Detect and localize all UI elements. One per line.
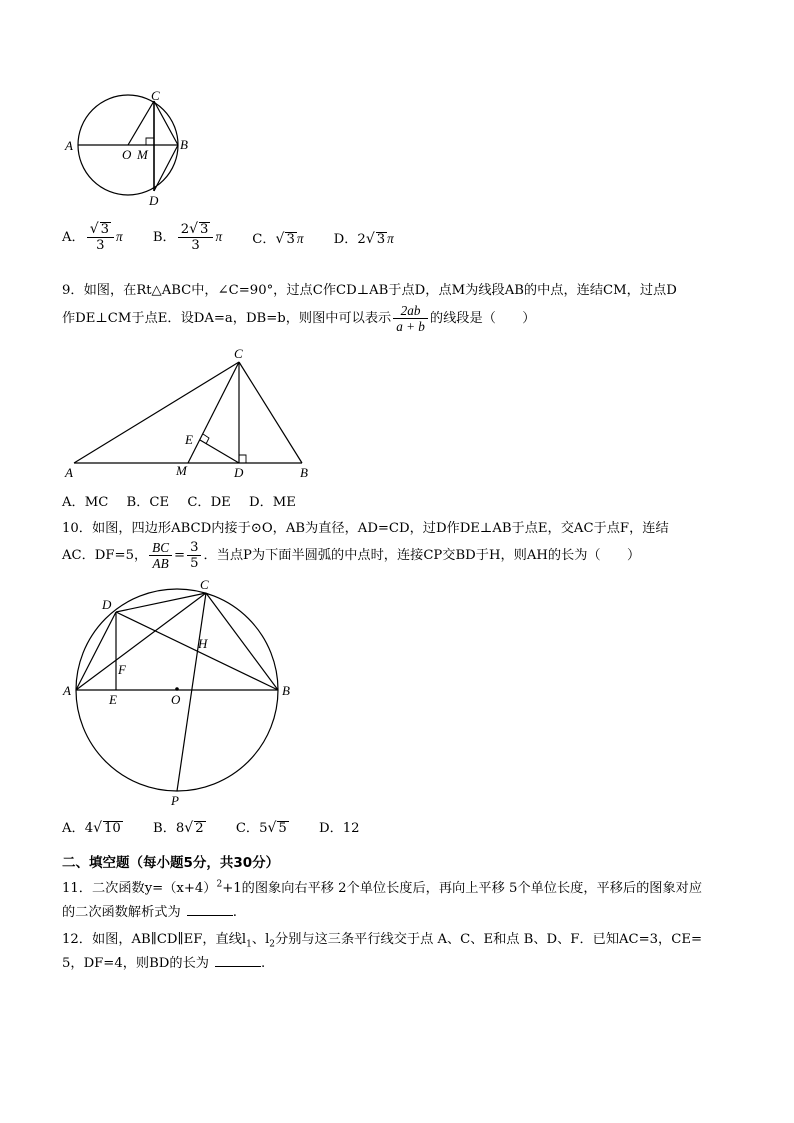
q12-answer-blank[interactable]: [215, 954, 261, 967]
fig10-label-A: A: [63, 683, 71, 698]
q8-option-c: C．√ 3 π: [252, 231, 304, 247]
q11-line-1: 11．二次函数$y=(x+4)^2+1$的图象向右平移 2个单位长度后，再向上平移 5个单位长度，平移后的图象对应: [62, 879, 703, 896]
q10-option-b: B．8√ 2: [153, 820, 204, 836]
q12-line-2: 5，DF=4，则BD的长为 .: [62, 956, 266, 971]
q8-options: [62, 222, 420, 253]
fig8-label-O: O: [122, 147, 132, 162]
q8-option-d: D．2√ 3 π: [333, 231, 394, 247]
fig8-label-C: C: [151, 88, 160, 103]
figure-q9-triangle: [60, 344, 320, 482]
fig10-label-C: C: [200, 577, 209, 592]
q9-option-d: D．ME: [249, 495, 296, 510]
fig10-label-P: P: [171, 793, 179, 808]
fig9-label-D: D: [234, 465, 244, 480]
q12-line-1: 12．如图，AB∥CD∥EF，直线$l_1$、$l_2$分别与这三条平行线交于点 A、C、E和点 B、D、F．已知AC=3，CE=: [62, 932, 703, 950]
q9-option-c: C．DE: [187, 495, 231, 510]
fig10-label-D: D: [102, 597, 112, 612]
figure-q8-circle: [60, 88, 200, 212]
fig9-label-M: M: [176, 463, 187, 478]
fig9-label-E: E: [185, 432, 193, 447]
q9-option-b: B．CE: [126, 495, 170, 510]
fig10-label-E: E: [109, 692, 117, 707]
q9-option-a: A．MC: [62, 495, 109, 510]
section-2-title: 二、填空题（每小题5分，共30分）: [62, 855, 280, 871]
q8-option-b: B． $\frac{2√ 3}{3}$ π: [152, 221, 223, 253]
q9-line-2: 作DE⊥CM于点E．设DA=a，DB=b，则图中可以表示 $\frac{2ab}{a + b}$ 的线段是（ ）: [62, 303, 536, 334]
q10-option-c: C．5√ 5: [235, 820, 287, 836]
fig10-label-B: B: [282, 683, 290, 698]
fig8-label-A: A: [65, 138, 73, 153]
fig8-label-M: M: [137, 147, 148, 162]
q9-line-1: 9．如图，在Rt△ABC中，∠C=90°，过点C作CD⊥AB于点D，点M为线段AB的中点，连结CM，过点D: [62, 283, 677, 298]
fig9-label-C: C: [234, 346, 243, 361]
q10-line-2: AC．DF=5， $\frac{BC}{AB}$ = $\frac{3}{5}$ ．当点P为下面半圆弧的中点时，连接CP交BD于H，则AH的长为（ ）: [62, 540, 641, 571]
q10-option-a: A．4√ 10: [62, 820, 121, 836]
fig10-label-O: O: [171, 692, 181, 707]
q11-line-2: 的二次函数解析式为 .: [62, 905, 237, 920]
q10-options: [62, 817, 386, 836]
q10-line-1: 10．如图，四边形ABCD内接于⊙O，AB为直径，AD=CD，过D作DE⊥AB于点E，交AC于点F，连结: [62, 521, 669, 536]
figure-q10-circle: [60, 576, 300, 810]
fig10-label-F: F: [118, 662, 126, 677]
q11-answer-blank[interactable]: [187, 903, 233, 916]
q8-option-a: A． $\frac{√ 3}{3}$ π: [62, 221, 123, 253]
fig10-label-H: H: [198, 636, 208, 651]
fig9-label-A: A: [65, 465, 73, 480]
q9-options: [62, 491, 322, 510]
fig9-label-B: B: [300, 465, 308, 480]
fig8-label-B: B: [180, 137, 188, 152]
fig8-label-D: D: [149, 193, 159, 208]
q10-option-d: D．12: [319, 821, 360, 836]
